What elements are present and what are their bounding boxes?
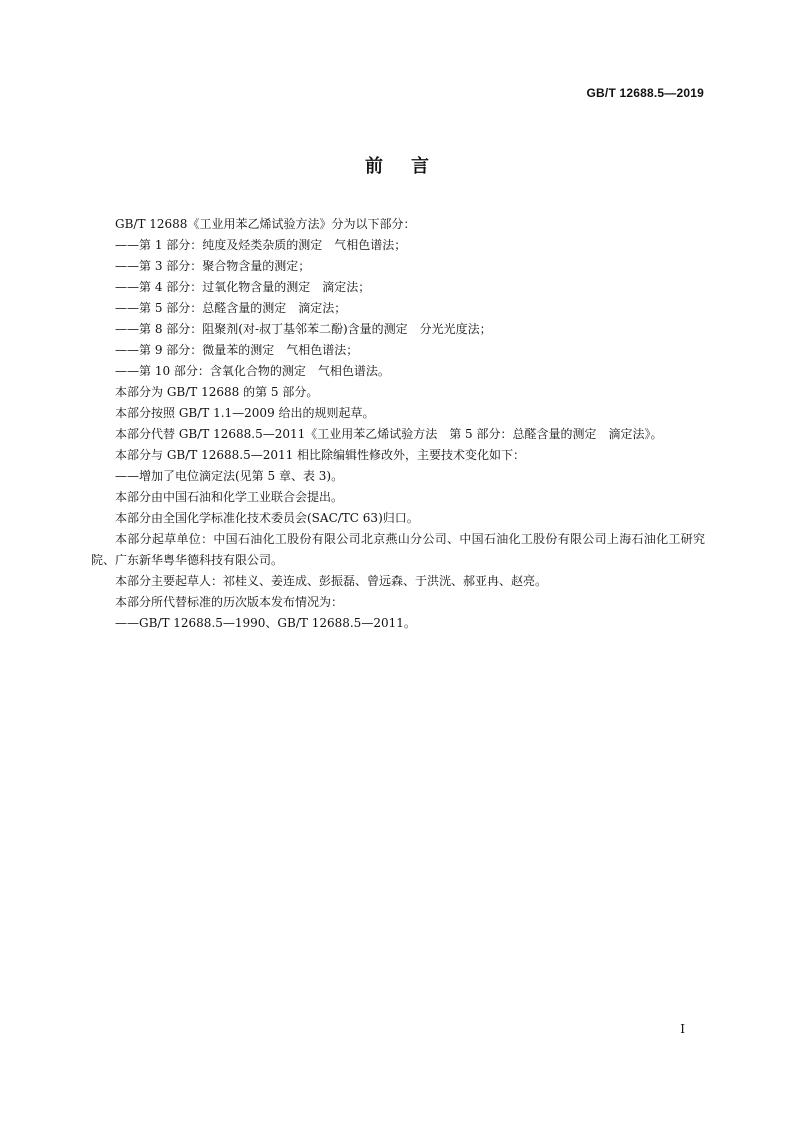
list-item: ——第 9 部分：微量苯的测定 气相色谱法； xyxy=(115,343,359,357)
paragraph: 本部分由全国化学标准化技术委员会(SAC/TC 63)归口。 xyxy=(115,511,419,525)
paragraph: 本部分与 GB/T 12688.5—2011 相比除编辑性修改外，主要技术变化如下： xyxy=(115,448,526,462)
paragraph: GB/T 12688《工业用苯乙烯试验方法》分为以下部分： xyxy=(115,217,416,231)
paragraph: 本部分所代替标准的历次版本发布情况为： xyxy=(115,595,344,609)
list-item: ——第 8 部分：阻聚剂(对-叔丁基邻苯二酚)含量的测定 分光光度法； xyxy=(115,322,492,336)
list-item: ——第 1 部分：纯度及烃类杂质的测定 气相色谱法； xyxy=(115,238,407,252)
page-number: I xyxy=(680,1022,685,1036)
paragraph: 本部分主要起草人：祁桂义、姜连成、彭振磊、曾远森、于洪洸、郝亚冉、赵亮。 xyxy=(115,574,548,588)
paragraph: 本部分按照 GB/T 1.1—2009 给出的规则起草。 xyxy=(115,406,375,420)
paragraph: 本部分起草单位：中国石油化工股份有限公司北京燕山分公司、中国石油化工股份有限公司上海石油化工研究院、广东新华粤华德科技有限公司。 xyxy=(91,532,705,567)
paragraph: 本部分为 GB/T 12688 的第 5 部分。 xyxy=(115,385,319,399)
foreword-body xyxy=(91,214,705,634)
list-item: ——第 5 部分：总醛含量的测定 滴定法； xyxy=(115,301,347,315)
list-item: ——增加了电位滴定法(见第 5 章、表 3)。 xyxy=(115,469,344,483)
standard-number: GB/T 12688.5—2019 xyxy=(586,86,704,100)
list-item: ——第 4 部分：过氧化物含量的测定 滴定法； xyxy=(115,280,371,294)
paragraph: 本部分代替 GB/T 12688.5—2011《工业用苯乙烯试验方法 第 5 部分：总醛含量的测定 滴定法》。 xyxy=(115,427,663,441)
list-item: ——第 3 部分：聚合物含量的测定； xyxy=(115,259,311,273)
list-item: ——GB/T 12688.5—1990、GB/T 12688.5—2011。 xyxy=(115,616,416,630)
list-item: ——第 10 部分：含氧化合物的测定 气相色谱法。 xyxy=(115,364,390,378)
paragraph: 本部分由中国石油和化学工业联合会提出。 xyxy=(115,490,344,504)
page-title: 前言 xyxy=(365,156,457,177)
